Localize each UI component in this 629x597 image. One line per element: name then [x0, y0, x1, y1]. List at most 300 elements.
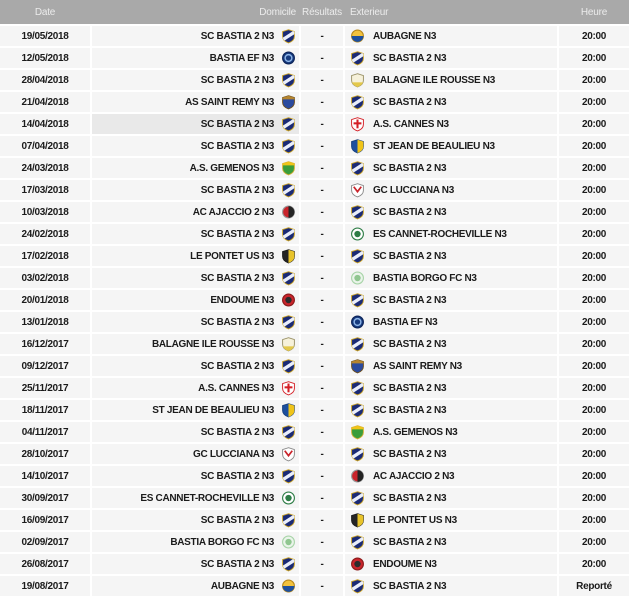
result-cell [301, 26, 343, 46]
match-time: 20:00 [581, 184, 607, 196]
match-row[interactable] [0, 136, 629, 156]
match-result: - [320, 404, 324, 416]
away-team-cell [345, 466, 557, 486]
match-date-cell [0, 268, 90, 288]
away-team-cell [345, 422, 557, 442]
match-time: 20:00 [581, 426, 607, 438]
match-row[interactable] [0, 334, 629, 354]
away-club-crest-icon [350, 270, 365, 286]
home-team-cell [92, 136, 299, 156]
away-team-cell [345, 290, 557, 310]
result-cell [301, 224, 343, 244]
away-club-crest-icon [350, 94, 365, 110]
result-cell [301, 400, 343, 420]
home-team-name: SC BASTIA 2 N3 [200, 360, 274, 372]
match-date-cell [0, 400, 90, 420]
home-club-crest-icon [281, 182, 296, 198]
match-time-cell [559, 400, 629, 420]
home-team-cell [92, 180, 299, 200]
match-date-cell [0, 136, 90, 156]
result-cell [301, 554, 343, 574]
away-team-name: A.S. CANNES N3 [373, 118, 449, 130]
match-time: 20:00 [581, 96, 607, 108]
away-club-crest-icon [350, 72, 365, 88]
home-team-cell [92, 48, 299, 68]
match-time-cell [559, 180, 629, 200]
match-date-cell [0, 92, 90, 112]
match-result: - [320, 558, 324, 570]
match-date: 19/05/2018 [21, 30, 69, 42]
match-date-cell [0, 422, 90, 442]
match-date-cell [0, 466, 90, 486]
away-club-crest-icon [350, 160, 365, 176]
away-club-crest-icon [350, 380, 365, 396]
away-club-crest-icon [350, 182, 365, 198]
home-club-crest-icon [281, 270, 296, 286]
home-team-name: AC AJACCIO 2 N3 [192, 206, 274, 218]
match-row[interactable] [0, 114, 629, 134]
home-club-crest-icon [281, 226, 296, 242]
match-date-cell [0, 532, 90, 552]
away-club-crest-icon [350, 534, 365, 550]
match-date: 21/04/2018 [21, 96, 69, 108]
match-result: - [320, 536, 324, 548]
match-row[interactable] [0, 378, 629, 398]
home-team-cell [92, 26, 299, 46]
match-result: - [320, 294, 324, 306]
result-cell [301, 444, 343, 464]
match-row[interactable] [0, 290, 629, 310]
result-cell [301, 158, 343, 178]
match-result: - [320, 96, 324, 108]
match-result: - [320, 492, 324, 504]
home-team-name: LE PONTET US N3 [190, 250, 274, 262]
match-time: 20:00 [581, 448, 607, 460]
away-club-crest-icon [350, 28, 365, 44]
match-time-cell [559, 92, 629, 112]
match-time: 20:00 [581, 118, 607, 130]
match-date: 09/12/2017 [21, 360, 69, 372]
match-row[interactable] [0, 48, 629, 68]
away-team-name: AS SAINT REMY N3 [373, 360, 462, 372]
home-team-name: SC BASTIA 2 N3 [200, 514, 274, 526]
match-result: - [320, 118, 324, 130]
home-team-cell [92, 422, 299, 442]
match-row[interactable] [0, 180, 629, 200]
away-team-name: SC BASTIA 2 N3 [373, 382, 447, 394]
home-club-crest-icon [281, 424, 296, 440]
match-time: Reporté [576, 580, 612, 592]
match-date-cell [0, 202, 90, 222]
match-time: 20:00 [581, 316, 607, 328]
home-team-name: AUBAGNE N3 [210, 580, 274, 592]
away-club-crest-icon [350, 512, 365, 528]
result-cell [301, 70, 343, 90]
home-team-cell [92, 554, 299, 574]
match-time: 20:00 [581, 30, 607, 42]
away-team-cell [345, 180, 557, 200]
match-time-cell [559, 422, 629, 442]
match-time: 20:00 [581, 338, 607, 350]
match-result: - [320, 514, 324, 526]
match-row[interactable] [0, 246, 629, 266]
result-cell [301, 378, 343, 398]
match-result: - [320, 272, 324, 284]
home-team-name: SC BASTIA 2 N3 [200, 228, 274, 240]
away-team-name: SC BASTIA 2 N3 [373, 536, 447, 548]
away-club-crest-icon [350, 204, 365, 220]
home-club-crest-icon [281, 336, 296, 352]
match-result: - [320, 448, 324, 460]
home-team-cell [92, 92, 299, 112]
away-team-cell [345, 246, 557, 266]
away-club-crest-icon [350, 138, 365, 154]
away-team-name: SC BASTIA 2 N3 [373, 162, 447, 174]
away-team-cell [345, 532, 557, 552]
match-date: 28/10/2017 [21, 448, 69, 460]
match-time-cell [559, 48, 629, 68]
away-club-crest-icon [350, 314, 365, 330]
result-cell [301, 114, 343, 134]
column-header-away: Exterieur [350, 6, 389, 18]
home-club-crest-icon [281, 490, 296, 506]
match-time: 20:00 [581, 52, 607, 64]
away-club-crest-icon [350, 248, 365, 264]
match-date-cell [0, 158, 90, 178]
away-club-crest-icon [350, 226, 365, 242]
away-team-cell [345, 488, 557, 508]
match-result: - [320, 470, 324, 482]
away-team-cell [345, 356, 557, 376]
match-date-cell [0, 114, 90, 134]
away-team-cell [345, 268, 557, 288]
away-team-name: BASTIA EF N3 [373, 316, 438, 328]
match-time: 20:00 [581, 382, 607, 394]
match-result: - [320, 140, 324, 152]
home-team-cell [92, 70, 299, 90]
match-result: - [320, 580, 324, 592]
match-row[interactable] [0, 576, 629, 596]
match-result: - [320, 316, 324, 328]
home-club-crest-icon [281, 556, 296, 572]
away-club-crest-icon [350, 424, 365, 440]
match-date: 07/04/2018 [21, 140, 69, 152]
match-time-cell [559, 136, 629, 156]
away-team-name: ST JEAN DE BEAULIEU N3 [373, 140, 495, 152]
home-club-crest-icon [281, 534, 296, 550]
match-date: 25/11/2017 [21, 382, 69, 394]
column-header-result: Résultats [302, 6, 342, 18]
match-row[interactable] [0, 356, 629, 376]
home-team-cell [92, 532, 299, 552]
match-row[interactable] [0, 202, 629, 222]
home-team-cell [92, 576, 299, 596]
column-header-date: Date [34, 6, 56, 18]
home-club-crest-icon [281, 204, 296, 220]
home-team-cell [92, 114, 299, 134]
home-team-name: GC LUCCIANA N3 [193, 448, 274, 460]
match-date-cell [0, 48, 90, 68]
result-cell [301, 48, 343, 68]
home-team-name: A.S. CANNES N3 [198, 382, 274, 394]
result-cell [301, 290, 343, 310]
result-cell [301, 532, 343, 552]
home-team-name: SC BASTIA 2 N3 [200, 558, 274, 570]
result-cell [301, 246, 343, 266]
match-date: 17/02/2018 [21, 250, 69, 262]
away-team-name: SC BASTIA 2 N3 [373, 580, 447, 592]
match-row[interactable] [0, 422, 629, 442]
match-row[interactable] [0, 466, 629, 486]
result-cell [301, 356, 343, 376]
home-club-crest-icon [281, 116, 296, 132]
away-club-crest-icon [350, 578, 365, 594]
match-date: 30/09/2017 [21, 492, 69, 504]
column-header-time: Heure [580, 6, 608, 18]
match-row[interactable] [0, 268, 629, 288]
home-club-crest-icon [281, 50, 296, 66]
match-time-cell [559, 114, 629, 134]
match-result: - [320, 360, 324, 372]
away-team-cell [345, 554, 557, 574]
away-team-name: SC BASTIA 2 N3 [373, 448, 447, 460]
result-cell [301, 488, 343, 508]
match-date: 24/03/2018 [21, 162, 69, 174]
match-date: 20/01/2018 [21, 294, 69, 306]
match-row[interactable] [0, 532, 629, 552]
result-cell [301, 312, 343, 332]
away-team-cell [345, 158, 557, 178]
away-team-cell [345, 136, 557, 156]
match-date: 18/11/2017 [21, 404, 69, 416]
away-team-name: SC BASTIA 2 N3 [373, 294, 447, 306]
match-result: - [320, 426, 324, 438]
home-team-name: A.S. GEMENOS N3 [189, 162, 274, 174]
home-club-crest-icon [281, 28, 296, 44]
match-result: - [320, 382, 324, 394]
match-date: 26/08/2017 [21, 558, 69, 570]
away-team-cell [345, 576, 557, 596]
away-team-name: AC AJACCIO 2 N3 [373, 470, 455, 482]
result-cell [301, 92, 343, 112]
match-date: 17/03/2018 [21, 184, 69, 196]
match-time-cell [559, 246, 629, 266]
home-club-crest-icon [281, 468, 296, 484]
match-time-cell [559, 202, 629, 222]
match-row[interactable] [0, 158, 629, 178]
home-team-name: ST JEAN DE BEAULIEU N3 [152, 404, 274, 416]
away-team-name: SC BASTIA 2 N3 [373, 338, 447, 350]
away-team-name: ES CANNET-ROCHEVILLE N3 [373, 228, 507, 240]
home-team-name: SC BASTIA 2 N3 [200, 184, 274, 196]
away-team-name: SC BASTIA 2 N3 [373, 52, 447, 64]
result-cell [301, 466, 343, 486]
match-date: 10/03/2018 [21, 206, 69, 218]
away-team-cell [345, 224, 557, 244]
match-row[interactable] [0, 224, 629, 244]
match-date-cell [0, 554, 90, 574]
match-time-cell [559, 290, 629, 310]
home-team-cell [92, 378, 299, 398]
away-club-crest-icon [350, 292, 365, 308]
match-time: 20:00 [581, 404, 607, 416]
match-date: 24/02/2018 [21, 228, 69, 240]
match-result: - [320, 184, 324, 196]
match-date: 12/05/2018 [21, 52, 69, 64]
match-result: - [320, 250, 324, 262]
match-date: 28/04/2018 [21, 74, 69, 86]
match-row[interactable] [0, 400, 629, 420]
match-date-cell [0, 312, 90, 332]
home-team-name: SC BASTIA 2 N3 [200, 316, 274, 328]
match-result: - [320, 74, 324, 86]
away-team-name: LE PONTET US N3 [373, 514, 457, 526]
home-team-cell [92, 466, 299, 486]
match-date-cell [0, 70, 90, 90]
match-date: 14/10/2017 [21, 470, 69, 482]
match-time: 20:00 [581, 272, 607, 284]
away-team-name: SC BASTIA 2 N3 [373, 206, 447, 218]
home-team-name: SC BASTIA 2 N3 [200, 426, 274, 438]
match-time: 20:00 [581, 162, 607, 174]
home-team-cell [92, 444, 299, 464]
match-time-cell [559, 466, 629, 486]
away-team-cell [345, 444, 557, 464]
match-date-cell [0, 334, 90, 354]
match-time-cell [559, 532, 629, 552]
away-team-cell [345, 92, 557, 112]
home-club-crest-icon [281, 160, 296, 176]
match-result: - [320, 228, 324, 240]
match-result: - [320, 52, 324, 64]
away-club-crest-icon [350, 336, 365, 352]
away-team-name: ENDOUME N3 [373, 558, 437, 570]
match-time-cell [559, 268, 629, 288]
match-result: - [320, 338, 324, 350]
match-row[interactable] [0, 312, 629, 332]
home-club-crest-icon [281, 402, 296, 418]
home-team-cell [92, 158, 299, 178]
home-team-name: BASTIA EF N3 [209, 52, 274, 64]
column-header-home: Domicile [259, 6, 296, 18]
match-date: 16/09/2017 [21, 514, 69, 526]
away-club-crest-icon [350, 402, 365, 418]
away-team-cell [345, 400, 557, 420]
away-team-cell [345, 312, 557, 332]
away-team-name: A.S. GEMENOS N3 [373, 426, 458, 438]
home-team-cell [92, 202, 299, 222]
match-date-cell [0, 290, 90, 310]
home-team-name: SC BASTIA 2 N3 [200, 30, 274, 42]
match-date-cell [0, 488, 90, 508]
home-team-name: SC BASTIA 2 N3 [200, 118, 274, 130]
match-time-cell [559, 334, 629, 354]
home-team-cell [92, 290, 299, 310]
match-row[interactable] [0, 70, 629, 90]
home-team-cell [92, 224, 299, 244]
match-date-cell [0, 246, 90, 266]
match-date-cell [0, 224, 90, 244]
match-time: 20:00 [581, 294, 607, 306]
home-team-cell [92, 268, 299, 288]
match-time: 20:00 [581, 536, 607, 548]
home-club-crest-icon [281, 72, 296, 88]
match-time: 20:00 [581, 470, 607, 482]
match-row[interactable] [0, 92, 629, 112]
match-date: 02/09/2017 [21, 536, 69, 548]
away-team-cell [345, 48, 557, 68]
home-team-name: ES CANNET-ROCHEVILLE N3 [140, 492, 274, 504]
home-team-name: SC BASTIA 2 N3 [200, 470, 274, 482]
away-team-name: GC LUCCIANA N3 [373, 184, 454, 196]
result-cell [301, 136, 343, 156]
home-team-name: AS SAINT REMY N3 [185, 96, 274, 108]
match-date: 04/11/2017 [21, 426, 69, 438]
match-time: 20:00 [581, 360, 607, 372]
match-row[interactable] [0, 510, 629, 530]
result-cell [301, 576, 343, 596]
away-club-crest-icon [350, 490, 365, 506]
away-club-crest-icon [350, 468, 365, 484]
match-time-cell [559, 70, 629, 90]
away-team-cell [345, 334, 557, 354]
away-team-name: SC BASTIA 2 N3 [373, 250, 447, 262]
home-club-crest-icon [281, 512, 296, 528]
away-team-cell [345, 70, 557, 90]
table-header [0, 0, 629, 24]
home-team-cell [92, 510, 299, 530]
home-club-crest-icon [281, 380, 296, 396]
away-team-name: BASTIA BORGO FC N3 [373, 272, 477, 284]
match-time: 20:00 [581, 514, 607, 526]
home-team-name: SC BASTIA 2 N3 [200, 140, 274, 152]
home-club-crest-icon [281, 578, 296, 594]
home-team-name: SC BASTIA 2 N3 [200, 74, 274, 86]
match-row[interactable] [0, 488, 629, 508]
match-time: 20:00 [581, 74, 607, 86]
match-row[interactable] [0, 554, 629, 574]
match-result: - [320, 206, 324, 218]
home-team-name: ENDOUME N3 [210, 294, 274, 306]
match-date-cell [0, 26, 90, 46]
match-date-cell [0, 510, 90, 530]
result-cell [301, 202, 343, 222]
match-time-cell [559, 488, 629, 508]
home-club-crest-icon [281, 292, 296, 308]
match-time: 20:00 [581, 250, 607, 262]
match-time: 20:00 [581, 558, 607, 570]
away-team-name: AUBAGNE N3 [373, 30, 437, 42]
away-team-name: SC BASTIA 2 N3 [373, 96, 447, 108]
match-time-cell [559, 26, 629, 46]
home-team-cell [92, 356, 299, 376]
away-club-crest-icon [350, 116, 365, 132]
home-club-crest-icon [281, 358, 296, 374]
match-row[interactable] [0, 26, 629, 46]
away-team-name: SC BASTIA 2 N3 [373, 492, 447, 504]
match-date-cell [0, 356, 90, 376]
home-team-name: BASTIA BORGO FC N3 [170, 536, 274, 548]
match-time-cell [559, 158, 629, 178]
away-team-cell [345, 26, 557, 46]
home-club-crest-icon [281, 94, 296, 110]
match-time-cell [559, 378, 629, 398]
home-club-crest-icon [281, 248, 296, 264]
match-time: 20:00 [581, 140, 607, 152]
match-date: 14/04/2018 [21, 118, 69, 130]
match-row[interactable] [0, 444, 629, 464]
match-date: 19/08/2017 [21, 580, 69, 592]
